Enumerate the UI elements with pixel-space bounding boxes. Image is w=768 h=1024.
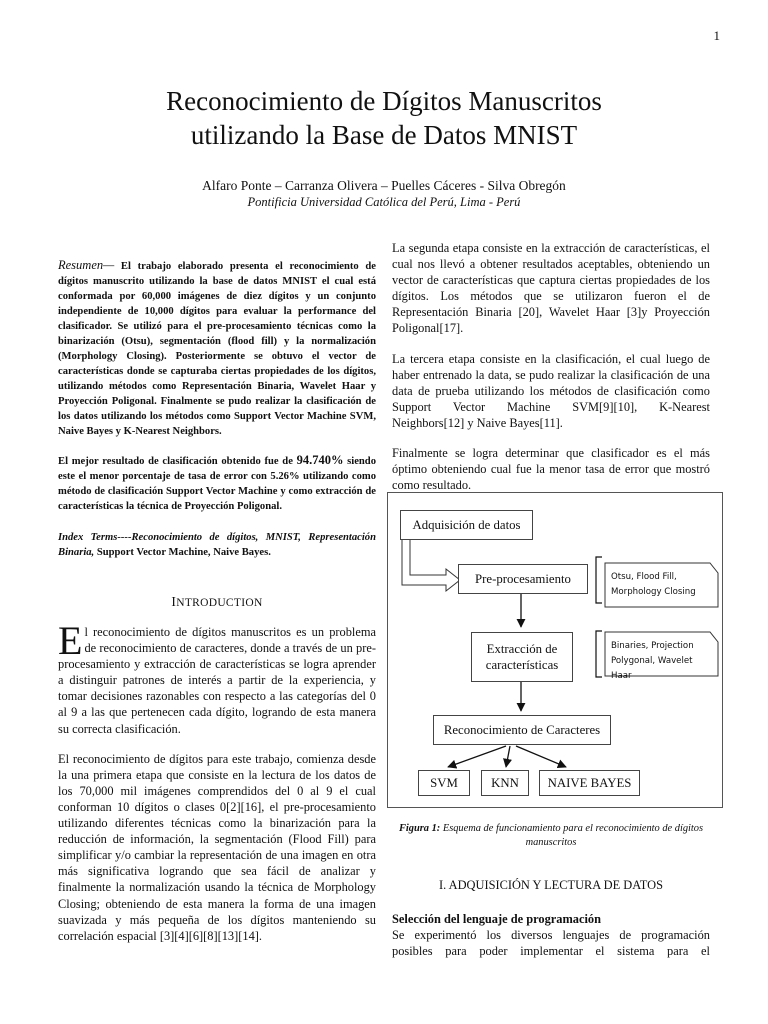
recognition-box: Reconocimiento de Caracteres	[433, 715, 611, 745]
authors: Alfaro Ponte – Carranza Olivera – Puelles Cáceres - Silva Obregón	[202, 178, 566, 193]
preprocessing-note-line-1: Otsu, Flood Fill,	[611, 572, 677, 582]
intro-paragraph-1	[58, 618, 376, 737]
result-value: 94.740%	[296, 453, 344, 467]
extraction-line-1: Extracción de	[486, 642, 558, 656]
abstract-lead: Resumen—	[58, 258, 115, 272]
left-column	[58, 258, 376, 958]
right-column	[392, 240, 710, 507]
intro-heading	[58, 594, 376, 610]
intro-heading-rest: NTRODUCTION	[176, 597, 263, 609]
extraction-note-line-1: Binaries, Projection	[611, 641, 694, 651]
right-paragraph-2: La tercera etapa consiste en la clasificación, el cual luego de haber entrenado la data, se pudo realizar la clasificación de una data de prueba utilizando los métodos de clasificación como Support Vector Machine SVM[9][10], K-Nearest Neighbors[12] y Naive Bayes[11].	[392, 351, 710, 430]
preprocessing-box: Pre-procesamiento	[458, 564, 588, 594]
index-terms-italic: Index Terms----Reconocimiento de dígitos, MNIST, Representación Binaria,	[58, 532, 376, 558]
bracket-pre-note	[596, 557, 602, 603]
title-line-2: utilizando la Base de Datos MNIST	[190, 120, 578, 150]
flow-diagram	[387, 492, 723, 808]
arrow-to-svm	[448, 746, 506, 767]
affiliation: Pontificia Universidad Católica del Perú, Lima - Perú	[247, 195, 521, 209]
drop-cap: E	[58, 618, 83, 663]
arrow-to-naive-bayes	[516, 746, 566, 767]
knn-box: KNN	[481, 770, 529, 796]
intro-p1-text: l reconocimiento de dígitos manuscritos es un problema de reconocimiento de caracteres, donde a través de un pre-procesamiento y extracción de características se logra aprender a distinguir patrones de interés a partir de la experiencia, y tomar decisiones razonables con respecto a las categorías del 0 al 9 a las que pertenecen cada dígito, logrando de esta manera su correcta clasificación.	[58, 625, 376, 736]
page-number: 1	[713, 28, 720, 43]
index-terms-rest: Support Vector Machine, Naive Bayes.	[94, 547, 271, 558]
preprocessing-note-line-2: Morphology Closing	[611, 587, 696, 597]
extraction-note-line-2: Polygonal, Wavelet Haar	[611, 656, 693, 681]
intro-heading-cap: I	[171, 594, 177, 609]
caption-text: Esquema de funcionamiento para el reconocimiento de dígitos manuscritos	[440, 823, 704, 848]
abstract-result	[58, 453, 376, 514]
result-post: siendo este el menor porcentaje de tasa de error con 5.26% utilizando como método de clasificación Support Vector Machine y como extracción de características la técnica de Proyección Poligonal.	[58, 456, 377, 512]
bracket-extraction-note	[596, 631, 602, 677]
section-text: Se experimentó los diversos lenguajes de programación posibles para poder implementar el sistema para el	[392, 928, 710, 958]
result-pre: El mejor resultado de clasificación obtenido fue de	[58, 456, 297, 467]
section-heading: I. ADQUISICIÓN Y LECTURA DE DATOS	[439, 878, 663, 892]
acquisition-box: Adquisición de datos	[400, 510, 533, 540]
right-paragraph-3: Finalmente se logra determinar que clasificador es el más óptimo obteniendo cual fue la menor tasa de error que mostró como resultado.	[392, 446, 710, 493]
paper-title	[60, 84, 708, 152]
index-terms	[58, 530, 376, 560]
hollow-arrow	[402, 538, 460, 591]
preprocessing-note	[605, 569, 715, 601]
svm-box: SVM	[418, 770, 470, 796]
caption-label: Figura 1:	[398, 823, 441, 834]
right-paragraph-1: La segunda etapa consiste en la extracción de características, el cual nos llevó a obtener resultados aceptables, obteniendo un vector de características que captura ciertas propiedades de los dígitos. Los métodos que se utilizaron fueron el de Representación Binaria [20], Wavelet Haar [3]y Proyección Poligonal[17].	[392, 241, 710, 336]
figure-caption	[392, 822, 710, 850]
arrow-to-knn	[506, 746, 510, 767]
abstract	[58, 258, 376, 439]
title-line-1: Reconocimiento de Dígitos Manuscritos	[166, 86, 602, 116]
extraction-note	[605, 638, 717, 685]
abstract-text: El trabajo elaborado presenta el reconocimiento de dígitos manuscrito utilizando la base de datos MNIST el cual está conformada por 60,000 imágenes de diez dígitos y un conjunto independiente de 10,000 dígitos para evaluar la performance del clasificador. Se utilizó para el pre-procesamiento técnicas como la binarización (Otsu), segmentación (flood fill) y la normalización (Morphology Closing). Posteriormente se obtuvo el vector de características donde se capturaba ciertas propiedades de los dígitos, utilizando métodos como Representación Binaria, Wavelet Haar y Proyección Poligonal. Finalmente se pudo realizar la clasificación de los datos utilizando los métodos como Support Vector Machine SVM, Naive Bayes y K-Nearest Neighbors.	[58, 261, 376, 437]
naive-bayes-box: NAIVE BAYES	[539, 770, 640, 796]
subsection-heading: Selección del lenguaje de programación	[392, 912, 602, 926]
intro-paragraph-2: El reconocimiento de dígitos para este trabajo, comienza desde la una primera etapa que consiste en la lectura de los datos de los 70,000 mil imágenes comprendidos del 0 al 9 el cual conforman 10 dígitos o clases 0[2][16], el pre-procesamiento utilizando diferentes técnicas como la binarización para la reducción de información, la segmentación (Flood Fill) para simplificar y/o cambiar la representación de una imagen en otra más significativa logrando que sea fácil de analizar y finalmente la normalización usando la técnica de Morphology Closing; obteniendo de esta manera la forma de una imagen suavizada y más pequeña de los dígitos manteniendo su correlación espacial [3][4][6][8][13][14].	[58, 751, 376, 943]
extraction-box	[471, 632, 573, 682]
extraction-line-2: características	[485, 658, 559, 672]
